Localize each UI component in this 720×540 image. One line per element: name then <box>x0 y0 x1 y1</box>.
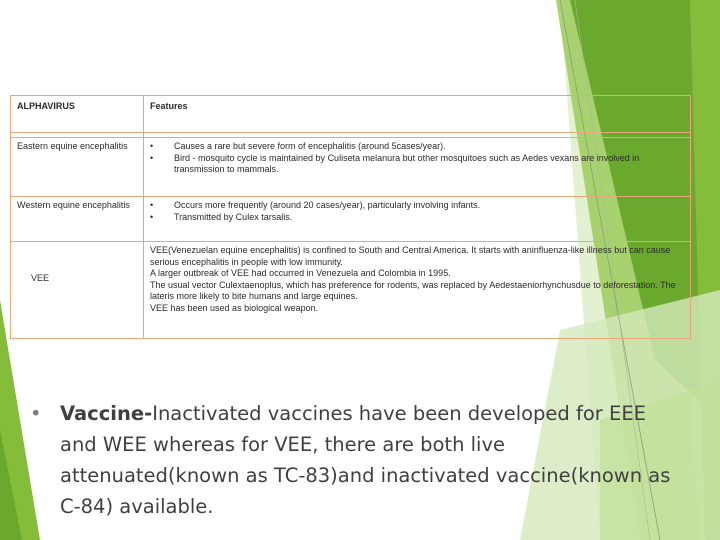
alphavirus-table <box>10 95 691 339</box>
vaccine-text <box>60 398 680 522</box>
virus-name: Western equine encephalitis <box>11 197 144 242</box>
table-row <box>11 197 691 242</box>
virus-name-cell <box>11 242 144 339</box>
feature-bullet: • Bird - mosquito cycle is maintained by Culiseta melanura but other mosquitoes such as Aedes vexans are involved in transmission to mammals. <box>150 152 640 174</box>
feature-bullet: • Causes a rare but severe form of encephalitis (around 5cases/year). <box>150 141 446 151</box>
feature-cell <box>144 197 691 242</box>
feature-bullet: • Transmitted by Culex tarsalis. <box>150 211 293 222</box>
vaccine-lead: Vaccine- <box>60 402 153 425</box>
vaccine-bullet-point <box>30 398 680 522</box>
table-header-row <box>11 96 691 133</box>
header-alphavirus: ALPHAVIRUS <box>11 96 144 133</box>
table-row <box>11 138 691 197</box>
feature-cell <box>144 242 691 339</box>
virus-name: VEE <box>31 273 50 283</box>
vee-description: VEE(Venezuelan equine encephalitis) is confined to South and Central America. It starts with aninfluenza-like illness but can cause serious encephalitis in people with low immunity. A larger outbreak of VEE had occurred in Venezuela and Colombia in 1995. The usual vector Culextaenoplus, which has preference for rodents, was replaced by Aedestaeniorhynchusdue to deforestation. The lateris more likely to bite humans and large equines. VEE has been used as biological weapon. <box>150 245 676 313</box>
feature-bullet: • Occurs more frequently (around 20 cases/year), particularly involving infants. <box>150 200 481 210</box>
table-row <box>11 242 691 339</box>
header-features: Features <box>144 96 691 133</box>
feature-cell <box>144 138 691 197</box>
vaccine-body: Inactivated vaccines have been developed for EEE and WEE whereas for VEE, there are both live attenuated(known as TC-83)and inactivated vaccine(known as C-84) available. <box>60 402 671 518</box>
virus-name: Eastern equine encephalitis <box>11 138 144 197</box>
bullet-symbol: • <box>30 402 42 425</box>
